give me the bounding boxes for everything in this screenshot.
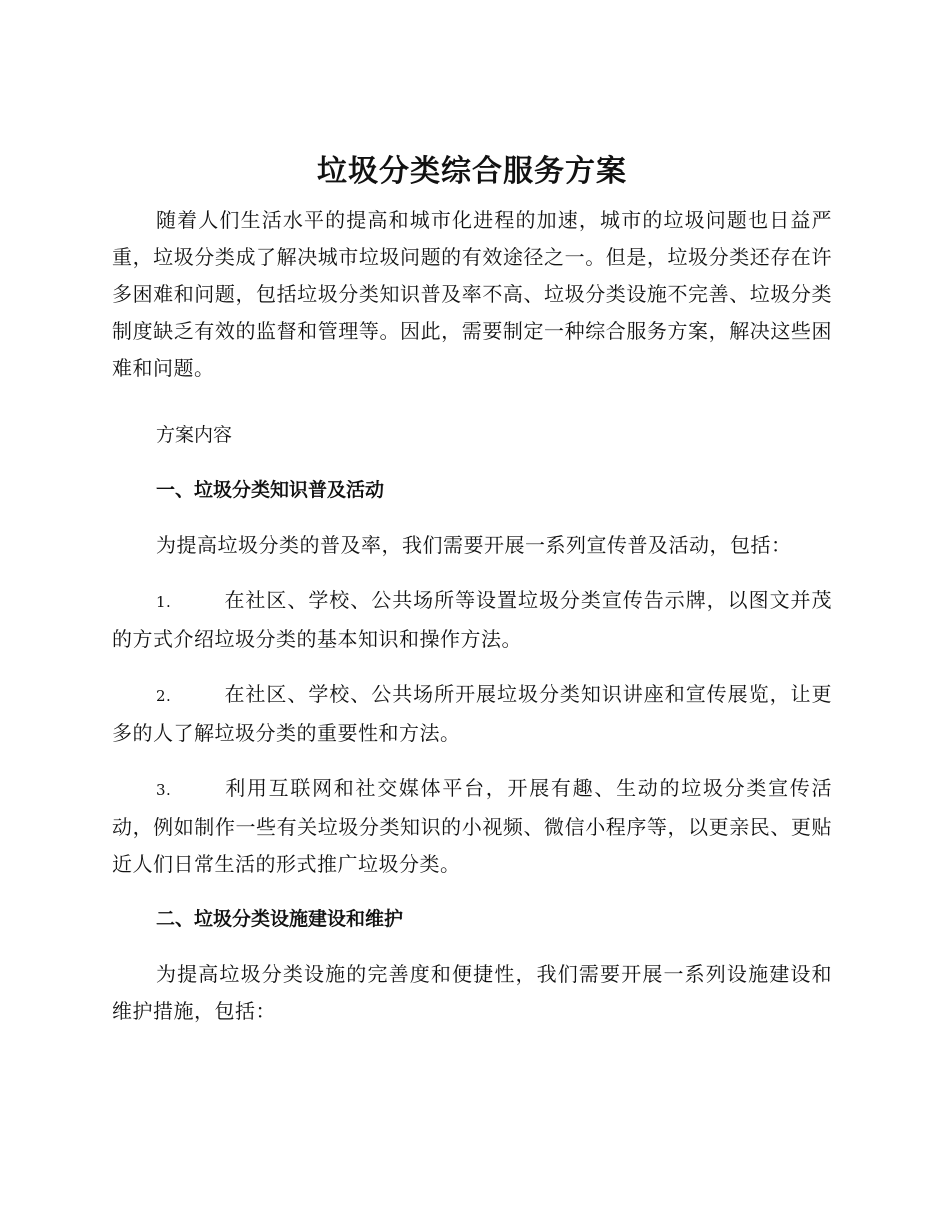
list-text: 在社区、学校、公共场所等设置垃圾分类宣传告示牌，以图文并茂的方式介绍垃圾分类的基本知识和操作方法。	[112, 588, 832, 651]
list-number: 2.	[156, 687, 172, 705]
list-text: 利用互联网和社交媒体平台，开展有趣、生动的垃圾分类宣传活动，例如制作一些有关垃圾分类知识的小视频、微信小程序等，以更亲民、更贴近人们日常生活的形式推广垃圾分类。	[112, 776, 832, 876]
list-item-2	[112, 676, 832, 752]
section2-lead: 为提高垃圾分类设施的完善度和便捷性，我们需要开展一系列设施建设和维护措施，包括：	[112, 962, 832, 1023]
list-item-1	[112, 582, 832, 658]
list-number: 1.	[156, 593, 172, 611]
list-number: 3.	[156, 781, 172, 799]
list-text: 在社区、学校、公共场所开展垃圾分类知识讲座和宣传展览，让更多的人了解垃圾分类的重要性和方法。	[112, 682, 832, 745]
section1-lead: 为提高垃圾分类的普及率，我们需要开展一系列宣传普及活动，包括：	[156, 533, 792, 557]
document-page	[112, 150, 832, 1048]
content-heading: 方案内容	[156, 424, 233, 446]
section2-heading: 二、垃圾分类设施建设和维护	[156, 908, 404, 930]
section1-heading: 一、垃圾分类知识普及活动	[156, 479, 385, 501]
document-title: 垃圾分类综合服务方案	[317, 154, 627, 189]
list-item-3	[112, 770, 832, 883]
intro-paragraph: 随着人们生活水平的提高和城市化进程的加速，城市的垃圾问题也日益严重，垃圾分类成了解决城市垃圾问题的有效途径之一。但是，垃圾分类还存在许多困难和问题，包括垃圾分类知识普及率不高、垃圾分类设施不完善、垃圾分类制度缺乏有效的监督和管理等。因此，需要制定一种综合服务方案，解决这些困难和问题。	[112, 208, 832, 380]
